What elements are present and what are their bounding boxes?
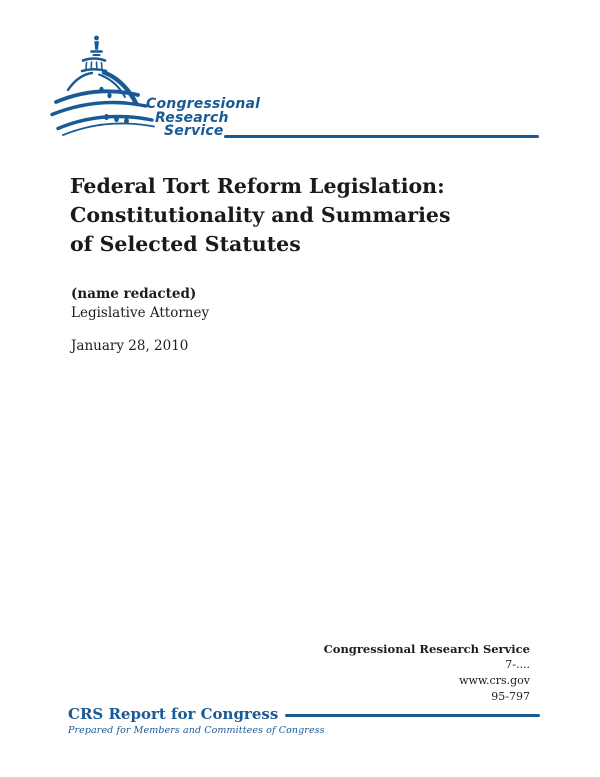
footer-rule bbox=[285, 714, 540, 717]
report-title-line-3: of Selected Statutes bbox=[70, 232, 301, 256]
logo-line-research: Research bbox=[155, 109, 229, 126]
crs-logo-wordmark bbox=[146, 98, 260, 139]
author-role: Legislative Attorney bbox=[71, 305, 210, 321]
header-rule bbox=[224, 135, 539, 138]
author-name: (name redacted) bbox=[71, 286, 197, 302]
crs-report-footer bbox=[68, 705, 540, 736]
logo-line-service: Service bbox=[164, 123, 224, 139]
report-date: January 28, 2010 bbox=[71, 338, 189, 354]
contact-website: www.crs.gov bbox=[459, 674, 530, 687]
crs-contact-block bbox=[324, 641, 530, 705]
report-title-line-1: Federal Tort Reform Legislation: bbox=[70, 174, 445, 198]
author-block bbox=[71, 285, 209, 323]
contact-phone-redacted: 7-.... bbox=[505, 658, 530, 671]
crs-report-tagline: Prepared for Members and Committees of Congress bbox=[68, 725, 325, 736]
logo-line-congressional: Congressional bbox=[146, 96, 261, 112]
contact-org-name: Congressional Research Service bbox=[323, 642, 530, 656]
report-title-line-2: Constitutionality and Summaries bbox=[70, 203, 451, 227]
report-number: 95-797 bbox=[491, 690, 530, 703]
crs-report-banner: CRS Report for Congress bbox=[68, 705, 279, 723]
report-title bbox=[70, 172, 450, 259]
